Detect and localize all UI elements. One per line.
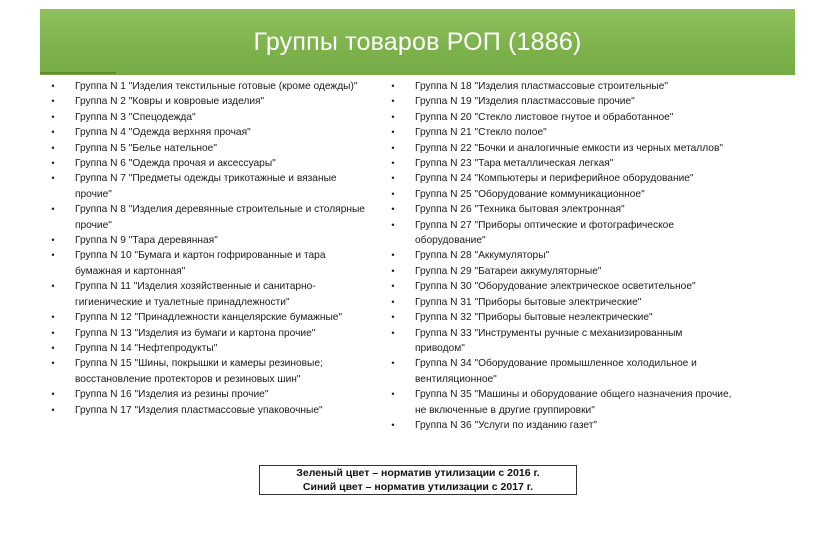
list-item [388, 326, 733, 357]
bullet-icon: • [51, 81, 55, 91]
bullet-icon: • [391, 188, 395, 199]
bullet-icon: • [51, 281, 55, 292]
bullet-icon: • [51, 142, 55, 153]
bullet-icon: • [51, 312, 55, 323]
legend-box [259, 465, 577, 495]
group-label: Группа N 1 "Изделия текстильные готовые (кроме одежды)" [75, 81, 358, 92]
bullet-icon: • [391, 204, 395, 215]
bullet-icon: • [51, 96, 55, 107]
group-label: Группа N 26 "Техника бытовая электронная" [415, 204, 625, 216]
group-label: Группа N 18 "Изделия пластмассовые строительные" [415, 81, 669, 92]
list-item [48, 94, 373, 109]
list-item [388, 187, 733, 202]
group-label: Группа N 32 "Приборы бытовые неэлектрические" [415, 312, 653, 324]
group-label: Группа N 5 "Белье нательное" [75, 142, 217, 154]
bullet-icon: • [51, 235, 55, 246]
bullet-icon: • [391, 327, 395, 338]
list-item [388, 218, 733, 249]
list-item [48, 387, 373, 402]
list-item [388, 279, 733, 294]
group-label: Группа N 20 "Стекло листовое гнутое и обработанное" [415, 111, 674, 123]
group-label: Группа N 22 "Бочки и аналогичные емкости из черных металлов" [415, 142, 723, 154]
group-label: Группа N 27 "Приборы оптические и фотографическое оборудование" [415, 219, 674, 247]
list-item [388, 110, 733, 125]
bullet-icon: • [391, 96, 395, 107]
bullet-icon: • [51, 342, 55, 353]
bullet-icon: • [391, 219, 395, 230]
list-item [388, 156, 733, 171]
list-item [388, 356, 733, 387]
group-label: Группа N 12 "Принадлежности канцелярские бумажные" [75, 312, 343, 324]
bullet-icon: • [391, 158, 395, 169]
legend-line-green: Зеленый цвет – норматив утилизации с 2016 г. [296, 467, 540, 479]
bullet-icon: • [391, 127, 395, 138]
bullet-icon: • [51, 127, 55, 138]
left-group-list [48, 79, 373, 418]
bullet-icon: • [391, 419, 395, 430]
bullet-icon: • [391, 265, 395, 276]
bullet-icon: • [51, 204, 55, 215]
group-label: Группа N 30 "Оборудование электрическое осветительное" [415, 281, 696, 293]
bullet-icon: • [391, 389, 395, 400]
group-label: Группа N 7 "Предметы одежды трикотажные и вязаные прочие" [75, 173, 337, 200]
group-label: Группа N 8 "Изделия деревянные строительные и столярные прочие" [75, 204, 365, 231]
list-item [388, 141, 733, 156]
group-label: Группа N 25 "Оборудование коммуникационное" [415, 188, 645, 200]
list-item [48, 79, 373, 94]
list-item [48, 171, 373, 202]
list-item [388, 310, 733, 325]
group-label: Группа N 4 "Одежда верхняя прочая" [75, 127, 251, 139]
group-label: Группа N 13 "Изделия из бумаги и картона прочие" [75, 327, 316, 339]
bullet-icon: • [391, 312, 395, 323]
bullet-icon: • [391, 142, 395, 153]
bullet-icon: • [51, 250, 55, 261]
group-label: Группа N 3 "Спецодежда" [75, 111, 196, 123]
bullet-icon: • [51, 173, 55, 184]
list-item [48, 326, 373, 341]
bullet-icon: • [391, 250, 395, 261]
list-item [388, 387, 733, 418]
list-item [48, 356, 373, 387]
group-label: Группа N 23 "Тара металлическая легкая" [415, 158, 614, 170]
list-item [388, 171, 733, 186]
list-item [48, 233, 373, 248]
bullet-icon: • [51, 389, 55, 400]
bullet-icon: • [51, 111, 55, 122]
bullet-icon: • [51, 358, 55, 369]
group-label: Группа N 21 "Стекло полое" [415, 127, 547, 139]
page-title: Группы товаров РОП (1886) [253, 27, 582, 56]
group-label: Группа N 6 "Одежда прочая и аксессуары" [75, 158, 276, 170]
group-label: Группа N 11 "Изделия хозяйственные и санитарно-гигиенические и туалетные принадлежности" [75, 281, 316, 308]
list-item [388, 79, 733, 94]
group-label: Группа N 33 "Инструменты ручные с механизированным приводом" [415, 327, 683, 354]
group-label: Группа N 19 "Изделия пластмассовые прочие" [415, 96, 635, 108]
list-item [388, 248, 733, 263]
list-item [48, 202, 373, 233]
title-underline [40, 72, 116, 74]
group-label: Группа N 35 "Машины и оборудование общего назначения прочие, не включенные в другие группировки" [415, 389, 732, 416]
group-label: Группа N 34 "Оборудование промышленное холодильное и вентиляционное" [415, 358, 697, 385]
group-label: Группа N 14 "Нефтепродукты" [75, 342, 218, 354]
bullet-icon: • [391, 296, 395, 307]
list-item [48, 125, 373, 140]
group-label: Группа N 31 "Приборы бытовые электрические" [415, 296, 642, 308]
group-label: Группа N 29 "Батареи аккумуляторные" [415, 265, 602, 277]
list-item [388, 295, 733, 310]
bullet-icon: • [51, 158, 55, 169]
group-label: Группа N 36 "Услуги по изданию газет" [415, 419, 597, 431]
list-item [48, 403, 373, 418]
bullet-icon: • [391, 111, 395, 122]
group-label: Группа N 17 "Изделия пластмассовые упаковочные" [75, 404, 323, 416]
group-label: Группа N 15 "Шины, покрышки и камеры резиновые; восстановление протекторов и резиновых шин" [75, 358, 323, 385]
bullet-icon: • [391, 358, 395, 369]
list-item [388, 125, 733, 140]
group-label: Группа N 24 "Компьютеры и периферийное оборудование" [415, 173, 694, 185]
list-item [48, 156, 373, 171]
group-label: Группа N 9 "Тара деревянная" [75, 235, 218, 247]
right-group-list [388, 79, 733, 433]
list-item [388, 418, 733, 433]
group-label: Группа N 16 "Изделия из резины прочие" [75, 389, 269, 401]
list-item [48, 110, 373, 125]
list-item [388, 264, 733, 279]
list-item [48, 341, 373, 356]
bullet-icon: • [391, 81, 395, 91]
list-item [388, 94, 733, 109]
group-label: Группа N 2 "Ковры и ковровые изделия" [75, 96, 265, 108]
list-item [48, 310, 373, 325]
group-label: Группа N 10 "Бумага и картон гофрированные и тара бумажная и картонная" [75, 250, 326, 277]
bullet-icon: • [391, 173, 395, 184]
list-item [48, 141, 373, 156]
list-item [48, 279, 373, 310]
list-item [388, 202, 733, 217]
bullet-icon: • [51, 327, 55, 338]
list-item [48, 248, 373, 279]
group-label: Группа N 28 "Аккумуляторы" [415, 250, 550, 262]
legend-line-blue: Синий цвет – норматив утилизации с 2017 г. [302, 480, 534, 493]
bullet-icon: • [51, 404, 55, 415]
bullet-icon: • [391, 281, 395, 292]
